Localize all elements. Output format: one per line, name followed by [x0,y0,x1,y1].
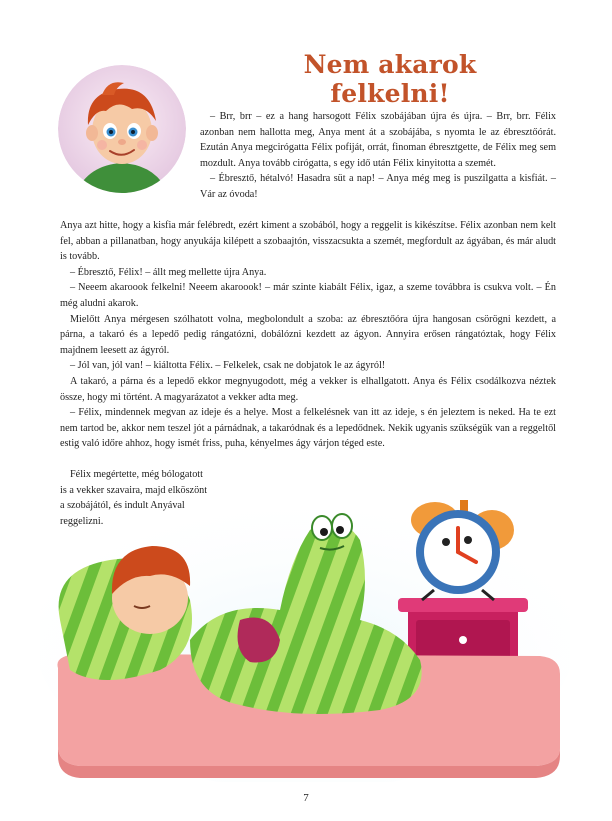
paragraph: Félix megértette, még bólogatott is a vekker szavaira, majd elköszönt a szobájától, és indult Anyával reggelizni. [60,469,208,527]
paragraph: – Jól van, jól van! – kiáltotta Félix. – Felkelek, csak ne dobjatok le az ágyról! [70,360,386,372]
page-number: 7 [303,792,309,804]
paragraph: – Ébresztő, Félix! – állt meg mellette újra Anya. [70,266,267,278]
story-text-top [200,109,556,203]
paragraph: Mielőtt Anya mérgesen szólhatott volna, megbolondult a szoba: az ébresztőóra újra hangosan csörögni kezdett, a párna, a takaró és a lepedő pedig rángatózni, dobálózni kezdett az ágyon. Annyira erősen rángatóztak, hogy Félix majdnem leesett az ágyról. [60,313,556,356]
paragraph: – Neeem akaroook felkelni! Neeem akaroook! – már szinte kiabált Félix, igaz, a szeme továbbra is csukva volt. – Én még aludni akarok. [60,282,556,309]
paragraph: – Félix, mindennek megvan az ideje és a helye. Most a felkelésnek van itt az ideje, s én jeleztem is neked. Ha te ezt nem tartod be, akkor nem teszel jót a párnádnak, a takaródnak és a lepedődnek. Nekik ugyanis szükségük van a reggeltől estig való időre ahhoz, hogy ismét friss, puha, kényelmes ágy várjon téged este. [60,407,556,450]
paragraph: – Brr, brr – ez a hang harsogott Félix szobájában újra és újra. – Brr, brr. Félix azonban nem hallotta meg, Anya ment át a szobájába, s nyomta le az ébresztőórát. Ezután Anya megcirógatta Félix pofiját, orrát, finoman ébresztgette, de Félix meg sem mozdult. Anya tovább cirógatta, s egy idő után Félix kinyitotta a szemét. [200,111,556,169]
paragraph: A takaró, a párna és a lepedő ekkor megnyugodott, még a vekker is elhallgatott. Anya és Félix csodálkozva néztek össze, hogy mi történt. A magyarázatot a vekker adta meg. [60,375,556,403]
paragraph: – Ébresztő, hétalvó! Hasadra süt a nap! – Anya még meg is puszilgatta a kisfiát. – Vár az óvoda! [200,173,556,200]
page-title: Nem akarok felkelni! [303,50,477,108]
paragraph: Anya azt hitte, hogy a kisfia már felébredt, ezért kiment a szobából, hogy a reggelit is kikészítse. Félix azonban nem kelt fel, abban a pillanatban, hogy anyukája kilépett a szobaajtón, visszacsukta a szemét, megfordult az ágyában, és már aludt is tovább. [60,220,556,263]
story-text-main [60,218,556,452]
felix-portrait-image [58,65,186,193]
bed-illustration [40,490,570,782]
felix-portrait [58,65,186,193]
